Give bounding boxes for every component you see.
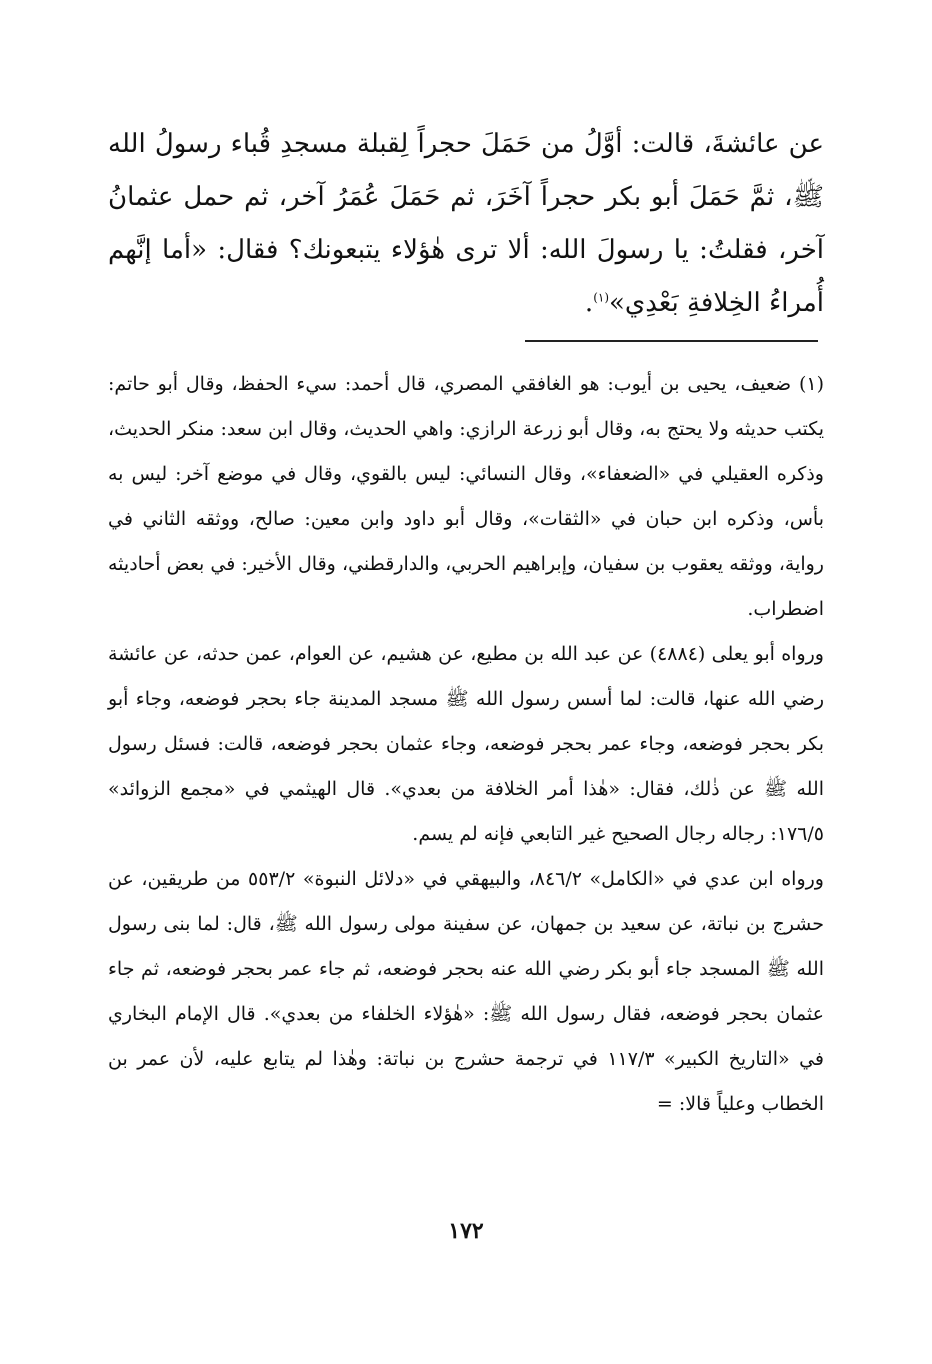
page-number: ١٧٢: [448, 1218, 484, 1244]
main-paragraph-text: عن عائشةَ، قالت: أوَّلُ من حَمَلَ حجراً لِقبلة مسجدِ قُباء رسولُ الله ﷺ، ثمَّ حَمَلَ أبو بكر حجراً آخَرَ، ثم حَمَلَ عُمَرُ آخر، ثم حمل عثمانُ آخر، فقلتُ: يا رسولَ الله: ألا ترى هٰؤلاء يتبعونك؟ فقال: «أما إنَّهم أُمراءُ الخِلافةِ بَعْدِي»: [108, 129, 824, 318]
footnote-paragraph-3: ورواه ابن عدي في «الكامل» ٨٤٦/٢، والبيهقي في «دلائل النبوة» ٥٥٣/٢ من طريقين، عن حشرج بن نباتة، عن سعيد بن جمهان، عن سفينة مولى رسول الله ﷺ، قال: لما بنى رسول الله ﷺ المسجد جاء أبو بكر رضي الله عنه بحجر فوضعه، ثم جاء عمر بحجر فوضعه، ثم جاء عثمان بحجر فوضعه، فقال رسول الله ﷺ: «هٰؤلاء الخلفاء من بعدي». قال الإمام البخاري في «التاريخ الكبير» ١١٧/٣ في ترجمة حشرج بن نباتة: وهٰذا لم يتابع عليه، لأن عمر بن الخطاب وعلياً قالا: =: [108, 868, 824, 1115]
footnote-1: (١) ضعيف، يحيى بن أيوب: هو الغافقي المصري، قال أحمد: سيء الحفظ، وقال أبو حاتم: يكتب حديثه ولا يحتج به، وقال أبو زرعة الرازي: واهي الحديث، وقال ابن سعد: منكر الحديث، وذكره العقيلي في «الضعفاء»، وقال النسائي: ليس بالقوي، وقال في موضع آخر: ليس به بأس، وذكره ابن حبان في «الثقات»، وقال أبو داود وابن معين: صالح، ووثقه الثاني في رواية، ووثقه يعقوب بن سفيان، وإبراهيم الحربي، والدارقطني، وقال الأخير: في بعض أحاديثه اضطراب.: [108, 373, 824, 620]
end-mark: .: [584, 288, 594, 318]
main-text-block: [108, 118, 824, 330]
footnote-reference: (١): [593, 290, 610, 305]
footnote-divider: [525, 340, 818, 342]
footnotes-block: [108, 362, 824, 1127]
footnote-paragraph-2: ورواه أبو يعلى (٤٨٨٤) عن عبد الله بن مطيع، عن هشيم، عن العوام، عمن حدثه، عن عائشة رضي الله عنها، قالت: لما أسس رسول الله ﷺ مسجد المدينة جاء بحجر فوضعه، وجاء أبو بكر بحجر فوضعه، وجاء عمر بحجر فوضعه، وجاء عثمان بحجر فوضعه، قالت: فسئل رسول الله ﷺ عن ذٰلك، فقال: «هٰذا أمر الخلافة من بعدي». قال الهيثمي في «مجمع الزوائد» ١٧٦/٥: رجاله رجال الصحيح غير التابعي فإنه لم يسم.: [108, 643, 824, 845]
main-paragraph: [108, 118, 824, 330]
